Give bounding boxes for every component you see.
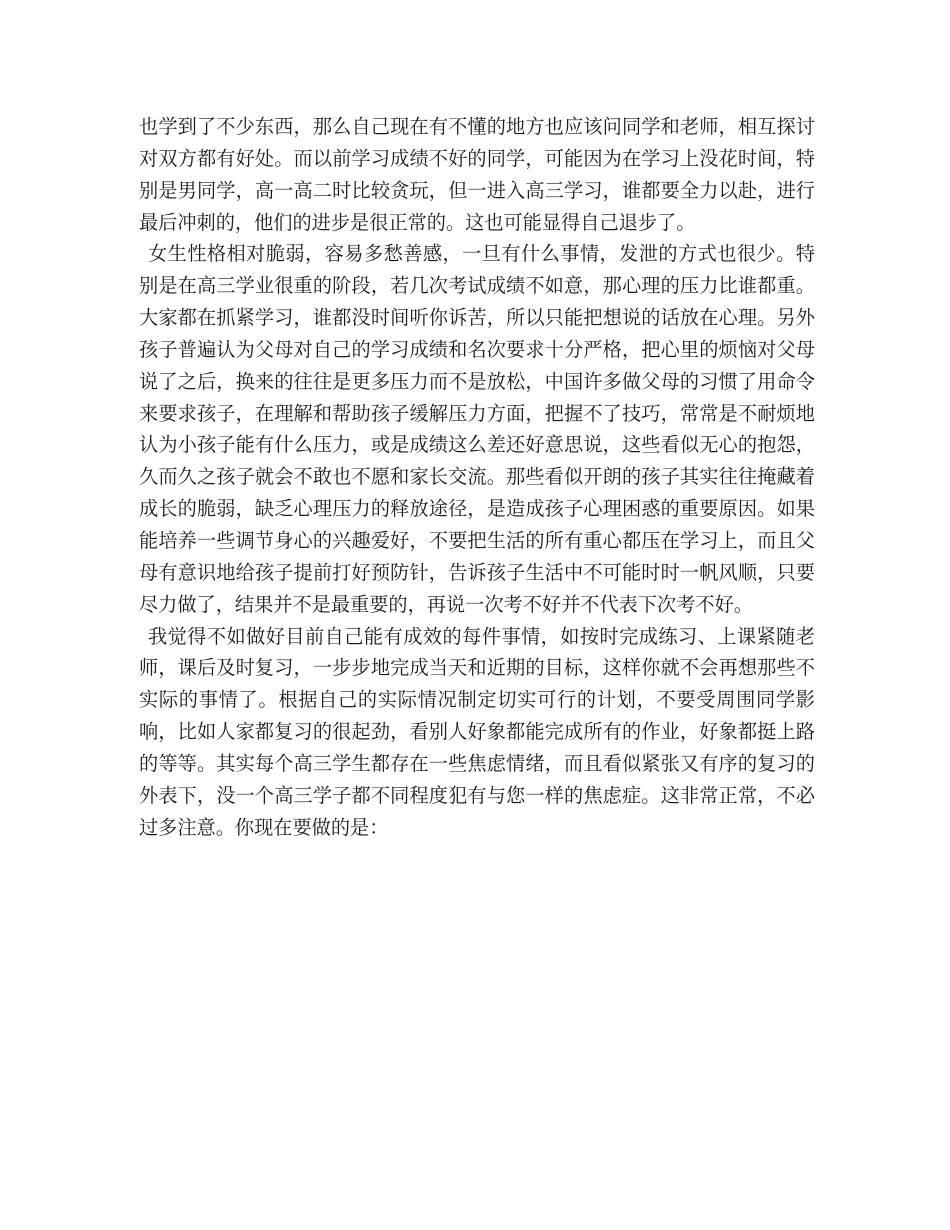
paragraph: 我觉得不如做好目前自己能有成效的每件事情，如按时完成练习、上课紧随老师，课后及时复习，一步步地完成当天和近期的目标，这样你就不会再想那些不实际的事情了。根据自己的实际情况制定切实可行的计划，不要受周围同学影响，比如人家都复习的很起劲，看别人好象都能完成所有的作业，好象都挺上路的等等。其实每个高三学生都存在一些焦虑情绪，而且看似紧张又有序的复习的外表下，没一个高三学子都不同程度犯有与您一样的焦虑症。这非常正常，不必过多注意。你现在要做的是： xyxy=(139,624,815,839)
paragraph-continued: 也学到了不少东西，那么自己现在有不懂的地方也应该问同学和老师，相互探讨对双方都有好处。而以前学习成绩不好的同学，可能因为在学习上没花时间，特别是男同学，高一高二时比较贪玩，但一进入高三学习，谁都要全力以赴，进行最后冲刺的，他们的进步是很正常的。这也可能显得自己退步了。 xyxy=(139,115,815,234)
paragraph: 女生性格相对脆弱，容易多愁善感，一旦有什么事情，发泄的方式也很少。特别是在高三学业很重的阶段，若几次考试成绩不如意，那心理的压力比谁都重。大家都在抓紧学习，谁都没时间听你诉苦，所以只能把想说的话放在心理。另外孩子普遍认为父母对自己的学习成绩和名次要求十分严格，把心里的烦恼对父母说了之后，换来的往往是更多压力而不是放松，中国许多做父母的习惯了用命令来要求孩子，在理解和帮助孩子缓解压力方面，把握不了技巧，常常是不耐烦地认为小孩子能有什么压力，或是成绩这么差还好意思说，这些看似无心的抱怨，久而久之孩子就会不敢也不愿和家长交流。那些看似开朗的孩子其实往往掩藏着成长的脆弱，缺乏心理压力的释放途径，是造成孩子心理困惑的重要原因。如果能培养一些调节身心的兴趣爱好，不要把生活的所有重心都压在学习上，而且父母有意识地给孩子提前打好预防针，告诉孩子生活中不可能时时一帆风顺，只要尽力做了，结果并不是最重要的，再说一次考不好并不代表下次考不好。 xyxy=(139,242,815,616)
document-body xyxy=(139,111,815,843)
